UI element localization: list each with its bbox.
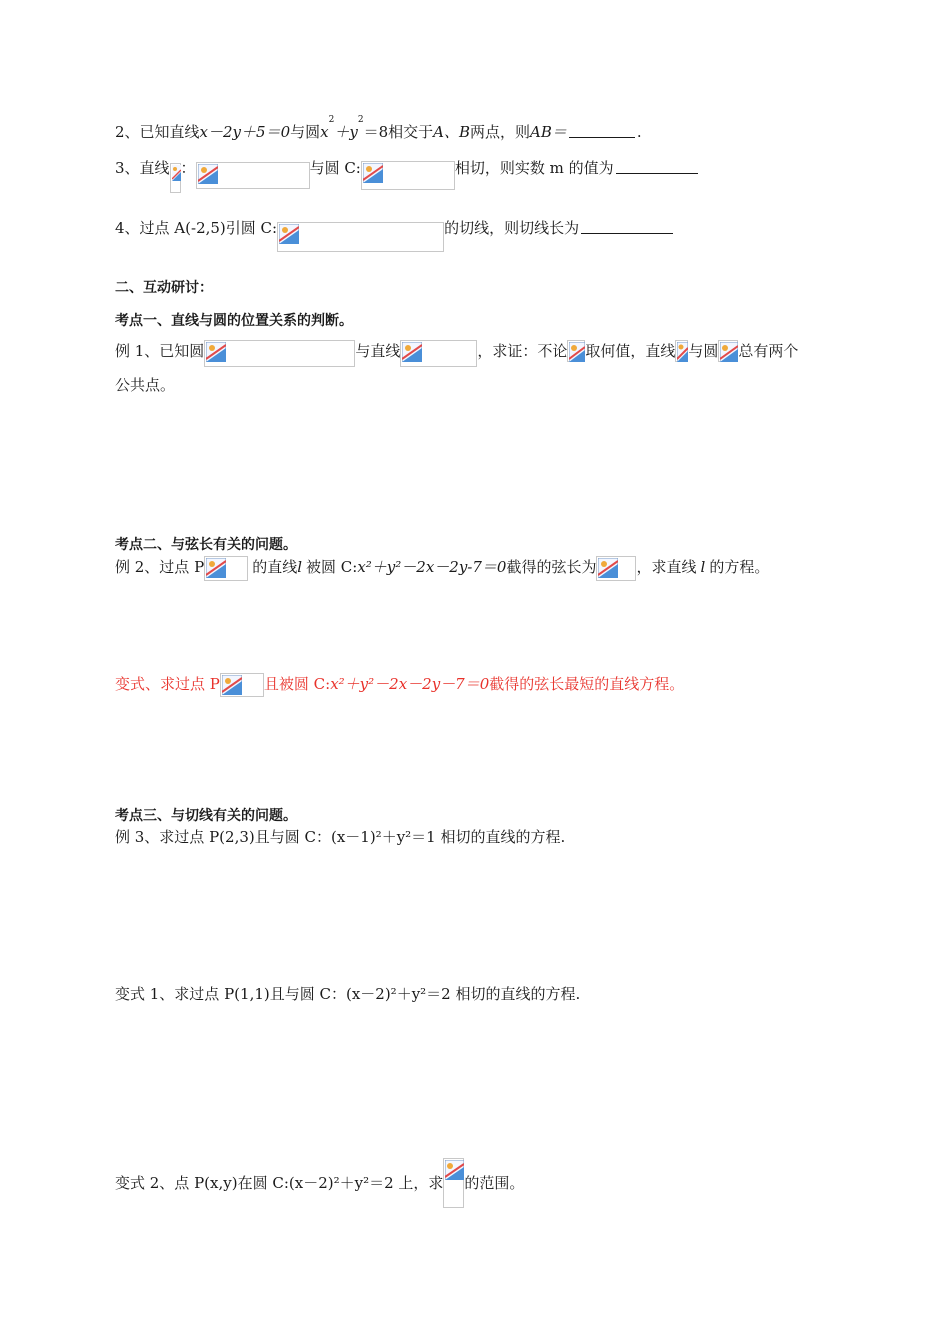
q3-tail: 相切，则实数 m 的值为 [454, 159, 614, 177]
q2-circle-y: ＋y [334, 123, 358, 141]
q2-line-formula: x－2y＋5＝0 [199, 123, 291, 141]
ex2-eq: x²＋y²－2x－2y-7＝0 [357, 558, 507, 576]
q2-circle-x: x [320, 123, 329, 141]
ex2-e: ，求直线 [636, 558, 697, 576]
answer-blank[interactable] [581, 217, 673, 234]
question-4 [115, 217, 675, 252]
var-a: 变式、求过点 P [115, 675, 220, 693]
ex1-b: 与直线 [355, 342, 401, 360]
q3-colon: ： [180, 159, 196, 177]
q4-prefix: 4、过点 A(-2,5)引圆 C: [115, 219, 278, 237]
broken-image-icon [204, 340, 355, 367]
q2-prefix: 2、已知直线 [115, 123, 200, 141]
ex1-a: 例 1、已知圆 [115, 342, 205, 360]
kp3-heading-text: 考点三、与切线有关的问题。 [115, 808, 297, 824]
var-b: 且被圆 C: [263, 675, 331, 693]
q2-tail2: 两点，则 [469, 123, 530, 141]
kp2-heading-text: 考点二、与弦长有关的问题。 [115, 537, 297, 553]
q3-prefix: 3、直线 [115, 159, 170, 177]
ex1-c: ，求证：不论 [477, 342, 568, 360]
question-3 [115, 157, 700, 193]
question-2: 2、已知直线 x－2y＋5＝0 与圆 x $^2$ ＋y $^2$ ＝8 相交于 A、B 两点，则 AB＝ . [115, 115, 642, 141]
q4-tail: 的切线，则切线长为 [444, 219, 580, 237]
var-c: 截得的弦长最短的直线方程。 [489, 675, 685, 693]
q2-end: . [636, 123, 642, 141]
q2-points: A、B [433, 123, 470, 141]
ex2-b: 的直线 [252, 558, 298, 576]
section-heading [115, 277, 213, 299]
kp1-heading-text: 考点一、直线与圆的位置关系的判断。 [115, 313, 353, 329]
example-1 [115, 340, 798, 367]
q2-ab: AB＝ [530, 123, 567, 141]
ex2-l: l [297, 558, 303, 576]
ex2-c: 被圆 C: [306, 558, 358, 576]
kp2-heading [115, 534, 297, 556]
broken-image-icon [277, 222, 444, 252]
example-1-cont [115, 374, 175, 396]
ex1-f: 总有两个 [738, 342, 799, 360]
variant-1 [115, 983, 580, 1005]
broken-image-icon [443, 1158, 464, 1208]
ex2-l-2: l [700, 558, 706, 576]
broken-image-icon [170, 163, 181, 193]
var2-b: 的范围。 [464, 1174, 525, 1192]
variant-kp2 [115, 673, 684, 697]
broken-image-icon [204, 556, 248, 581]
answer-blank[interactable] [569, 121, 635, 138]
var2-a: 变式 2、点 P(x,y)在圆 C:(x－2)²＋y²＝2 上，求 [115, 1174, 444, 1192]
broken-image-icon [567, 340, 585, 362]
broken-image-icon [675, 340, 688, 362]
ex2-d: 截得的弦长为 [506, 558, 597, 576]
example-2 [115, 556, 769, 581]
kp1-heading [115, 310, 353, 332]
broken-image-icon [718, 340, 738, 362]
q2-tail: 相交于 [388, 123, 434, 141]
answer-blank[interactable] [616, 157, 698, 174]
example-3 [115, 826, 565, 848]
q2-mid: 与圆 [290, 123, 321, 141]
broken-image-icon [400, 340, 477, 367]
section-heading-text: 二、互动研讨： [115, 280, 213, 296]
ex1-d: 取何值，直线 [585, 342, 676, 360]
ex3-text: 例 3、求过点 P(2,3)且与圆 C：(x－1)²＋y²＝1 相切的直线的方程. [115, 828, 566, 846]
q3-mid: 与圆 C: [309, 159, 361, 177]
q2-circle-eq: ＝8 [363, 123, 389, 141]
ex1-g: 公共点。 [115, 376, 176, 394]
var-eq: x²＋y²－2x－2y－7＝0 [330, 675, 490, 693]
broken-image-icon [220, 673, 264, 697]
broken-image-icon [196, 162, 310, 189]
var1-text: 变式 1、求过点 P(1,1)且与圆 C：(x－2)²＋y²＝2 相切的直线的方程. [115, 985, 581, 1003]
ex1-e: 与圆 [688, 342, 719, 360]
broken-image-icon [361, 161, 455, 190]
kp3-heading [115, 805, 297, 827]
ex2-f: 的方程。 [709, 558, 770, 576]
ex2-a: 例 2、过点 P [115, 558, 205, 576]
variant-2 [115, 1172, 524, 1208]
broken-image-icon [596, 556, 636, 581]
